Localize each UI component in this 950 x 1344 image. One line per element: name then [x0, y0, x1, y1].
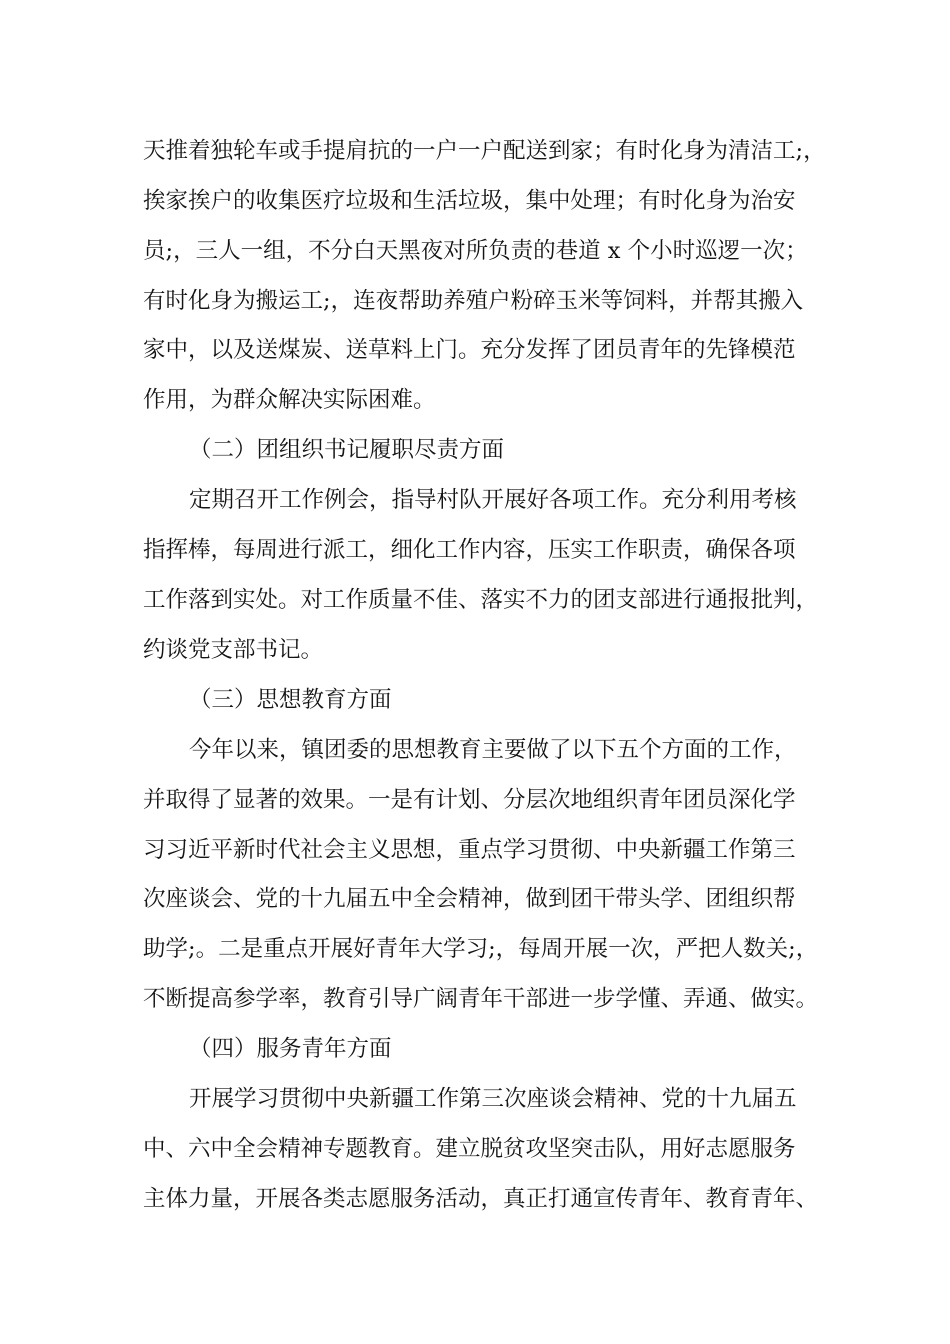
paragraph-first-line: 定期召开工作例会，指导村队开展好各项工作。充分利用考核 [189, 487, 797, 513]
paragraph-first-line: 今年以来，镇团委的思想教育主要做了以下五个方面的工作， [189, 737, 797, 763]
paragraph-first-line: 开展学习贯彻中央新疆工作第三次座谈会精神、党的十九届五 [189, 1086, 797, 1112]
text-line: 有时化身为搬运工;，连夜帮助养殖户粉碎玉米等饲料，并帮其搬入 [143, 288, 804, 314]
text-line: 员;，三人一组，不分白天黑夜对所负责的巷道 x 个小时巡逻一次； [143, 238, 808, 264]
text-line: 工作落到实处。对工作质量不佳、落实不力的团支部进行通报批判， [143, 587, 819, 613]
text-line: 作用，为群众解决实际困难。 [143, 387, 436, 413]
text-line: 中、六中全会精神专题教育。建立脱贫攻坚突击队，用好志愿服务 [143, 1136, 796, 1162]
text-line: 约谈党支部书记。 [143, 637, 324, 663]
text-line: 家中，以及送煤炭、送草料上门。充分发挥了团员青年的先锋模范 [143, 337, 796, 363]
text-line: 助学;。二是重点开展好青年大学习;，每周开展一次，严把人数关;， [143, 936, 819, 962]
text-line: 习习近平新时代社会主义思想，重点学习贯彻、中央新疆工作第三 [143, 837, 796, 863]
text-line: 指挥棒，每周进行派工，细化工作内容，压实工作职责，确保各项 [143, 537, 796, 563]
text-line: 并取得了显著的效果。一是有计划、分层次地组织青年团员深化学 [143, 787, 796, 813]
text-line: 主体力量，开展各类志愿服务活动，真正打通宣传青年、教育青年、 [143, 1186, 819, 1212]
section-heading: （四）服务青年方面 [189, 1036, 392, 1062]
text-line: 挨家挨户的收集医疗垃圾和生活垃圾，集中处理；有时化身为治安 [143, 188, 796, 214]
section-heading: （三）思想教育方面 [189, 687, 392, 713]
section-heading: （二）团组织书记履职尽责方面 [189, 437, 505, 463]
text-line: 次座谈会、党的十九届五中全会精神，做到团干带头学、团组织帮 [143, 886, 796, 912]
text-line: 天推着独轮车或手提肩抗的一户一户配送到家；有时化身为清洁工;， [143, 138, 826, 164]
text-line: 不断提高参学率，教育引导广阔青年干部进一步学懂、弄通、做实。 [143, 986, 819, 1012]
